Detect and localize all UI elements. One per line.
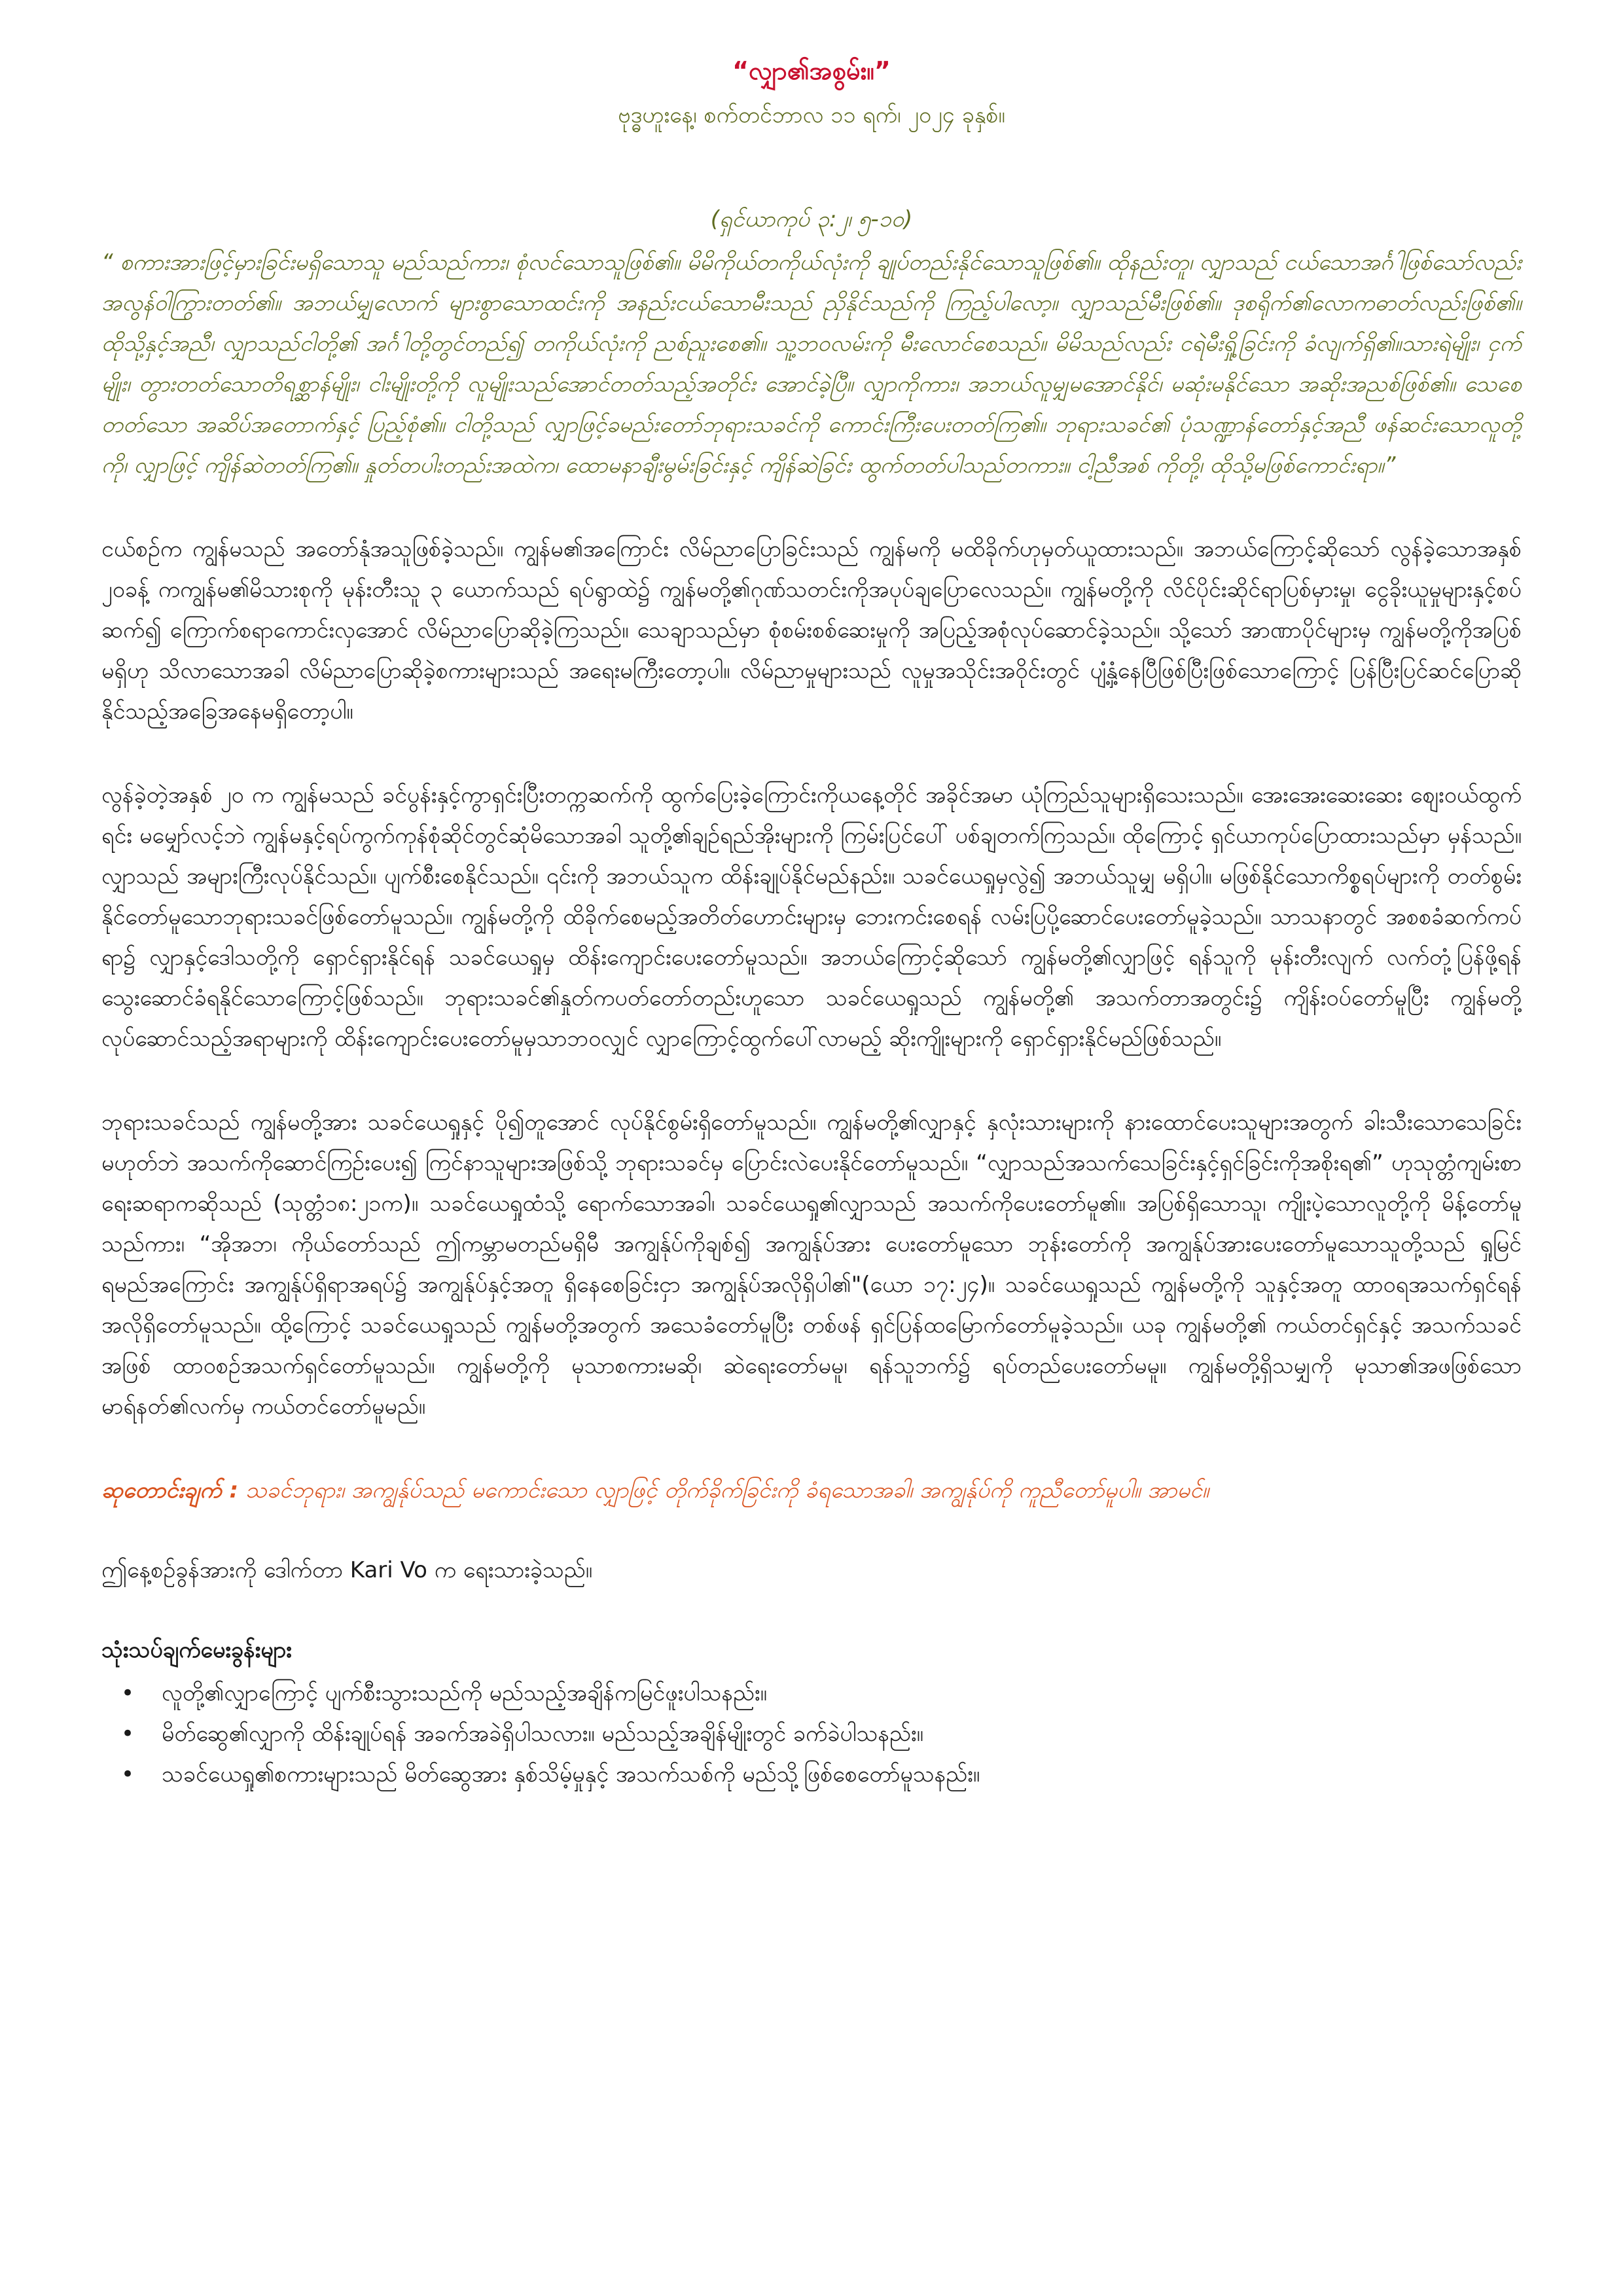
scripture-text: “ စကားအားဖြင့်မှားခြင်းမရှိသောသူ မည်သည်ကား၊ စုံလင်သောသူဖြစ်၏။ မိမိကိုယ်တကိုယ်လုံးကို ချုပ်တည်းနိုင်သောသူဖြစ်၏။ ထိုနည်းတူ၊ လျှာသည် ငယ်သောအင်္ဂါဖြစ်သော်လည်း အလွန်ဝါကြွားတတ်၏။ အဘယ်မျှလောက် များစွာသောထင်းကို အနည်းငယ်သောမီးသည် ညှိနိုင်သည်ကို ကြည့်ပါလော့။ လျှာသည်မီးဖြစ်၏။ ဒုစရိုက်၏လောကဓာတ်လည်းဖြစ်၏။ ထိုသို့နှင့်အညီ၊ လျှာသည်ငါတို့၏ အင်္ဂါတို့တွင်တည်၍ တကိုယ်လုံးကို ညစ်ညူးစေ၏။ သူ့ဘဝလမ်းကို မီးလောင်စေသည်။ မိမိသည်လည်း ငရဲမီးရှို့ခြင်းကို ခံလျက်ရှိ၏။သားရဲမျိုး၊ ငှက်မျိုး၊ တွားတတ်သောတိရစ္ဆာန်မျိုး၊ ငါးမျိုးတို့ကို လူမျိုးသည်အောင်တတ်သည့်အတိုင်း အောင်ခဲ့ပြီ။ လျှာကိုကား၊ အဘယ်လူမျှမအောင်နိုင်၊ မဆုံးမနိုင်သော အဆိုးအညစ်ဖြစ်၏။ သေစေတတ်သော အဆိပ်အတောက်နှင့် ပြည့်စုံ၏။ ငါတို့သည် လျှာဖြင့်ခမည်းတော်ဘုရားသခင်ကို ကောင်းကြီးပေးတတ်ကြ၏။ ဘုရားသခင်၏ ပုံသဏ္ဍာန်တော်နှင့်အညီ ဖန်ဆင်းသောလူတို့ကို၊ လျှာဖြင့် ကျိန်ဆဲတတ်ကြ၏။ နှုတ်တပါးတည်းအထဲက၊ ထောမနာချီးမွမ်းခြင်းနှင့် ကျိန်ဆဲခြင်း ထွက်တတ်ပါသည်တကား။ ငါ့ညီအစ် ကိုတို့၊ ထိုသို့မဖြစ်ကောင်းရာ။” bbox=[101, 249, 1522, 478]
question-text: မိတ်ဆွေ၏လျှာကို ထိန်းချုပ်ရန် အခက်အခဲရှိပါသလား။ မည်သည့်အချိန်မျိုးတွင် ခက်ခဲပါသနည်း။ bbox=[162, 1721, 923, 1747]
question-text: သခင်ယေရှု၏စကားများသည် မိတ်ဆွေအား နှစ်သိမ့်မှုနှင့် အသက်သစ်ကို မည်သို့ဖြစ်စေတော်မူသနည်း။ bbox=[162, 1761, 980, 1787]
list-item bbox=[101, 1713, 1522, 1754]
question-text: လူတို့၏လျှာကြောင့် ပျက်စီးသွားသည်ကို မည်သည့်အချိန်ကမြင်ဖူးပါသနည်း။ bbox=[162, 1680, 767, 1706]
questions-heading: သုံးသပ်ချက်မေးခွန်းများ bbox=[101, 1637, 292, 1663]
bullet-icon: • bbox=[121, 1761, 135, 1787]
bullet-icon: • bbox=[121, 1721, 135, 1747]
body-paragraph-3: ဘုရားသခင်သည် ကျွန်မတို့အား သခင်ယေရှုနှင့် ပို၍တူအောင် လုပ်နိုင်စွမ်းရှိတော်မူသည်။ ကျွန်မတို့၏လျှာနှင့် နှလုံးသားများကို နားထောင်ပေးသူများအတွက် ခါးသီးသောသေခြင်းမဟုတ်ဘဲ အသက်ကိုဆောင်ကြဉ်းပေး၍ ကြင်နာသူများအဖြစ်သို့ ဘုရားသခင်မှ ပြောင်းလဲပေးနိုင်တော်မူသည်။ “လျှာသည်အသက်သေခြင်းနှင့်ရှင်ခြင်းကိုအစိုးရ၏” ဟုသုတ္တံကျမ်းစာရေးဆရာကဆိုသည် (သုတ္တံ၁၈:၂၁က)။ သခင်ယေရှုထံသို့ ရောက်သောအခါ၊ သခင်ယေရှု၏လျှာသည် အသက်ကိုပေးတော်မူ၏။ အပြစ်ရှိသောသူ၊ ကျိုးပဲ့သောလူတို့ကို မိန့်တော်မူသည်ကား၊ “အိုအဘ၊ ကိုယ်တော်သည် ဤကမ္ဘာမတည်မရှိမီ အကျွန်ုပ်ကိုချစ်၍ အကျွန်ုပ်အား ပေးတော်မူသော ဘုန်းတော်ကို အကျွန်ုပ်အားပေးတော်မူသောသူတို့သည် ရှုမြင်ရမည်အကြောင်း အကျွန်ုပ်ရှိရာအရပ်၌ အကျွန်ုပ်နှင့်အတူ ရှိနေစေခြင်းငှာ အကျွန်ုပ်အလိုရှိပါ၏"(ယော ၁၇:၂၄)။ သခင်ယေရှုသည် ကျွန်မတို့ကို သူနှင့်အတူ ထာဝရအသက်ရှင်ရန်အလိုရှိတော်မူသည်။ ထို့ကြောင့် သခင်ယေရှုသည် ကျွန်မတို့အတွက် အသေခံတော်မူပြီး တစ်ဖန် ရှင်ပြန်ထမြောက်တော်မူခဲ့သည်။ ယခု ကျွန်မတို့၏ ကယ်တင်ရှင်နှင့် အသက်သခင်အဖြစ် ထာဝစဉ်အသက်ရှင်တော်မူသည်။ ကျွန်မတို့ကို မုသာစကားမဆို၊ ဆဲရေးတော်မမူ၊ ရန်သူဘက်၌ ရပ်တည်ပေးတော်မမူ။ ကျွန်မတို့ရှိသမျှကို မုသာ၏အဖဖြစ်သောမာရ်နတ်၏လက်မှ ကယ်တင်တော်မူမည်။ bbox=[101, 1109, 1522, 1420]
page-title: “လျှာ၏အစွမ်း။” bbox=[732, 56, 891, 85]
author-credit: ဤနေ့စဉ်ခွန်အားကို ဒေါက်တာ Kari Vo က ရေးသားခဲ့သည်။ bbox=[101, 1557, 593, 1583]
list-item bbox=[101, 1754, 1522, 1795]
prayer-text: သခင်ဘုရား၊ အကျွန်ုပ်သည် မကောင်းသော လျှာဖြင့် တိုက်ခိုက်ခြင်းကို ခံရသောအခါ၊ အကျွန်ုပ်ကို ကူညီတော်မူပါ။ အာမင်။ bbox=[238, 1477, 1209, 1503]
list-item bbox=[101, 1673, 1522, 1713]
scripture-block bbox=[101, 199, 1522, 486]
body-paragraph-1: ငယ်စဉ်က ကျွန်မသည် အတော်နုံအသူဖြစ်ခဲ့သည်။ ကျွန်မ၏အကြောင်း လိမ်ညာပြောခြင်းသည် ကျွန်မကို မထိခိုက်ဟုမှတ်ယူထားသည်။ အဘယ်ကြောင့်ဆိုသော် လွန်ခဲ့သောအနှစ် ၂၀ခန့် ကကျွန်မ၏မိသားစုကို မုန်းတီးသူ ၃ ယောက်သည် ရပ်ရွာထဲ၌ ကျွန်မတို့၏ဂုဏ်သတင်းကိုအပုပ်ချပြောလေသည်။ ကျွန်မတို့ကို လိင်ပိုင်းဆိုင်ရာပြစ်မှားမှု၊ ငွေခိုးယူမှုများနှင့်စပ်ဆက်၍ ကြောက်စရာကောင်းလှအောင် လိမ်ညာပြောဆိုခဲ့ကြသည်။ သေချာသည်မှာ စုံစမ်းစစ်ဆေးမှုကို အပြည့်အစုံလုပ်ဆောင်ခဲ့သည်။ သို့သော် အာဏာပိုင်များမှ ကျွန်မတို့ကိုအပြစ်မရှိဟု သိလာသောအခါ လိမ်ညာပြောဆိုခဲ့စကားများသည် အရေးမကြီးတော့ပါ။ လိမ်ညာမှုများသည် လူမှုအသိုင်းအဝိုင်းတွင် ပျံ့နှံ့နေပြီဖြစ်ပြီးဖြစ်သောကြောင့် ပြန်ပြီးပြင်ဆင်ပြောဆိုနိုင်သည့်အခြေအနေမရှိတော့ပါ။ bbox=[101, 536, 1522, 725]
bullet-icon: • bbox=[121, 1680, 135, 1706]
date-line: ဗုဒ္ဓဟူးနေ့၊ စက်တင်ဘာလ ၁၁ ရက်၊ ၂၀၂၄ ခုနှစ်။ bbox=[618, 102, 1005, 128]
body-paragraph-2: လွန်ခဲ့တဲ့အနှစ် ၂၀ က ကျွန်မသည် ခင်ပွန်းနှင့်ကွာရှင်းပြီးတက္ကဆက်ကို ထွက်ပြေးခဲ့ကြောင်းကိုယနေ့တိုင် အခိုင်အမာ ယုံကြည်သူများရှိသေးသည်။ အေးအေးဆေးဆေး စျေးဝယ်ထွက်ရင်း မမျှော်လင့်ဘဲ ကျွန်မနှင့်ရပ်ကွက်ကုန်စုံဆိုင်တွင်ဆုံမိသောအခါ သူတို့၏ချဉ်ရည်အိုးများကို ကြမ်းပြင်ပေါ် ပစ်ချတက်ကြသည်။ ထိုကြောင့် ရှင်ယာကုပ်ပြောထားသည်မှာ မှန်သည်။ လျှာသည် အများကြီးလုပ်နိုင်သည်။ ပျက်စီးစေနိုင်သည်။ ၎င်းကို အဘယ်သူက ထိန်းချုပ်နိုင်မည်နည်း။ သခင်ယေရှုမှလွဲ၍ အဘယ်သူမျှ မရှိပါ။ မဖြစ်နိုင်သောကိစ္စရပ်များကို တတ်စွမ်းနိုင်တော်မူသောဘုရားသခင်ဖြစ်တော်မူသည်။ ကျွန်မတို့ကို ထိခိုက်စေမည့်အတိတ်ဟောင်းများမှ ဘေးကင်းစေရန် လမ်းပြပို့ဆောင်ပေးတော်မူခဲ့သည်။ သာသနာတွင် အစစခံဆက်ကပ်ရာ၌ လျှာနှင့်ဒေါသတို့ကို ရှောင်ရှားနိုင်ရန် သခင်ယေရှုမှ ထိန်းကျောင်းပေးတော်မူသည်။ အဘယ်ကြောင့်ဆိုသော် ကျွန်မတို့၏လျှာဖြင့် ရန်သူကို မုန်းတီးလျက် လက်တုံ့ပြန်ဖို့ရန် သွေးဆောင်ခံရနိုင်သောကြောင့်ဖြစ်သည်။ ဘုရားသခင်၏နှုတ်ကပတ်တော်တည်းဟူသော သခင်ယေရှုသည် ကျွန်မတို့၏ အသက်တာအတွင်း၌ ကျိန်းဝပ်တော်မူပြီး ကျွန်မတို့လုပ်ဆောင်သည့်အရာများကို ထိန်းကျောင်းပေးတော်မူမှသာဘဝလျှင် လျှာကြောင့်ထွက်ပေါ်လာမည့် ဆိုးကျိုးများကို ရှောင်ရှားနိုင်မည်ဖြစ်သည်။ bbox=[101, 782, 1522, 1052]
prayer-label: ဆုတောင်းချက် : bbox=[101, 1477, 239, 1503]
prayer-block bbox=[101, 1470, 1522, 1511]
scripture-reference: (ရှင်ယာကုပ် ၃:၂၊ ၅-၁၀) bbox=[710, 206, 913, 232]
questions-list bbox=[101, 1673, 1522, 1795]
